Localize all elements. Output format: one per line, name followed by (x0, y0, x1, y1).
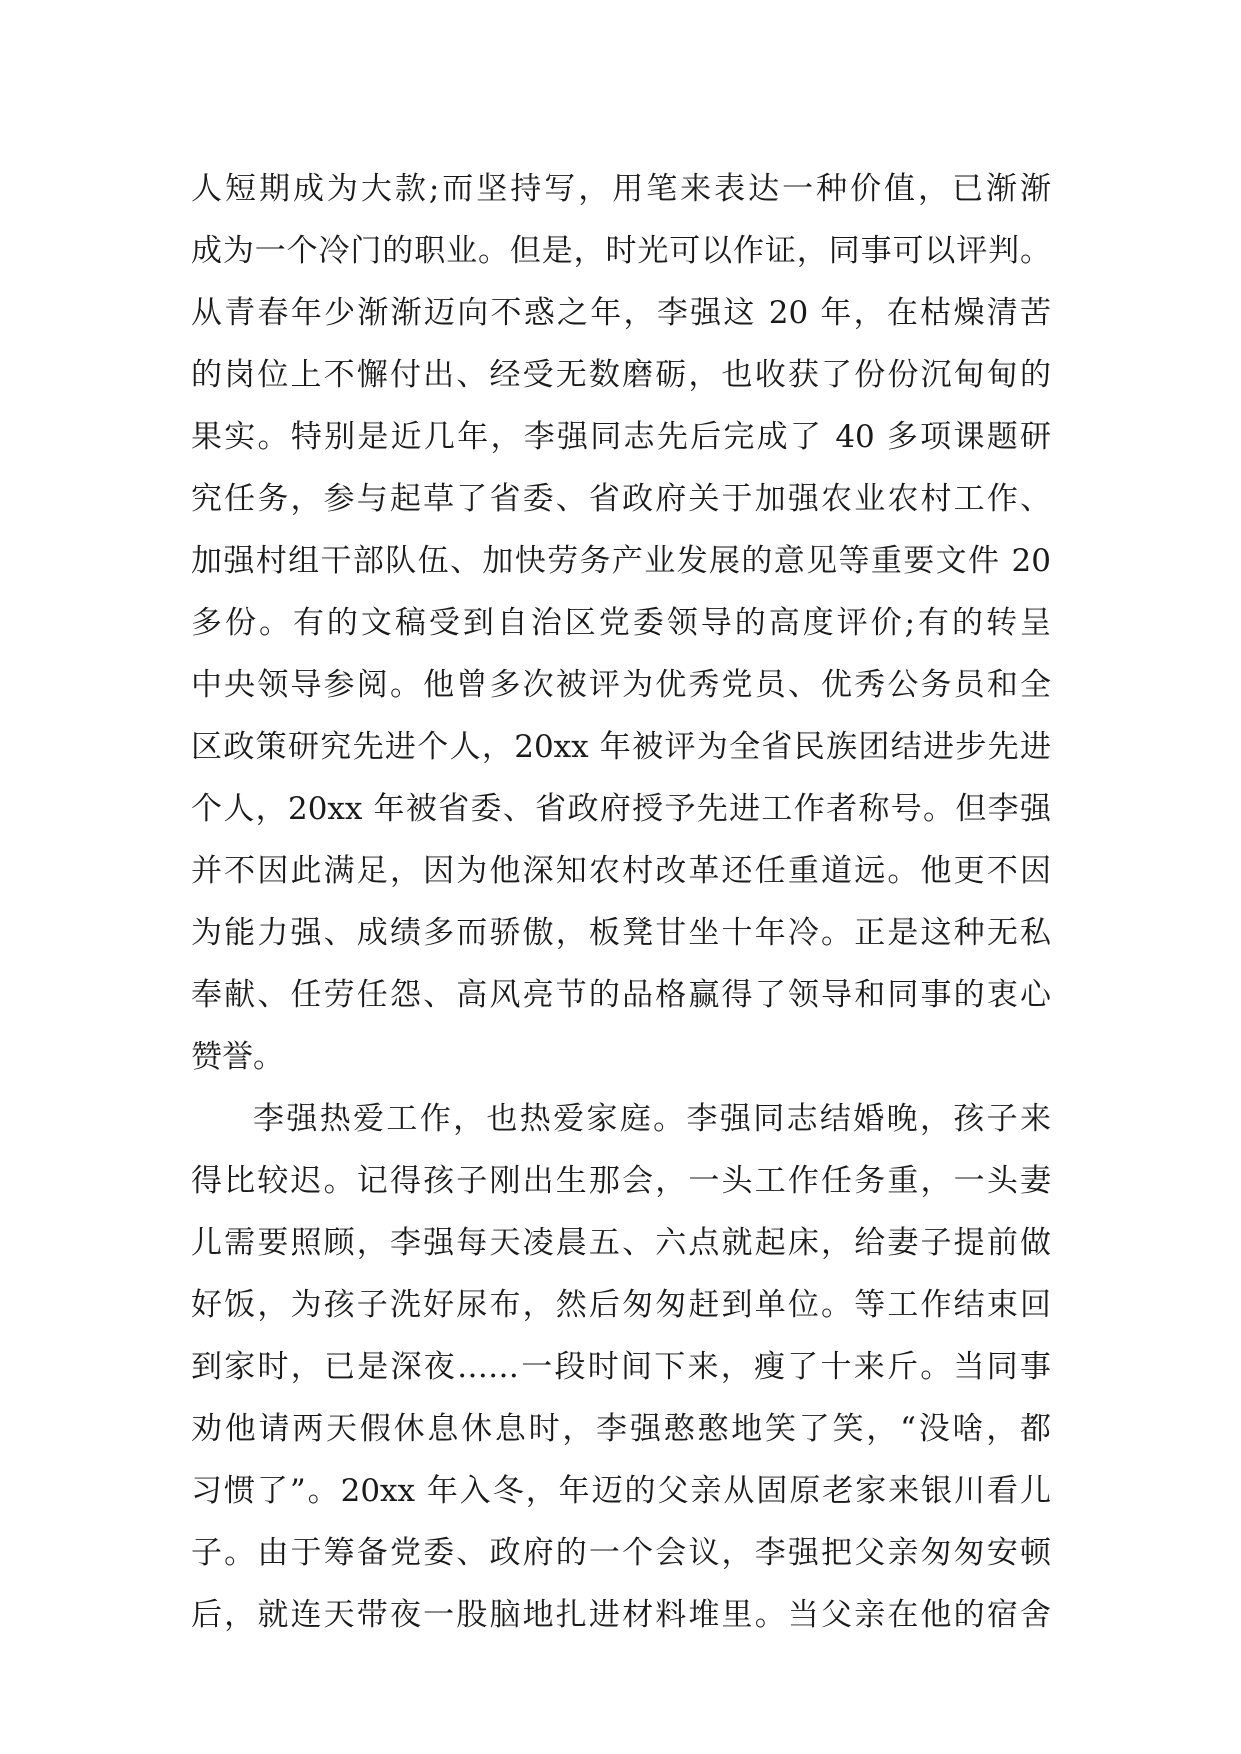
text-line: 到家时，已是深夜……一段时间下来，瘦了十来斤。当同事 (191, 1349, 1051, 1385)
text-line: 果实。特别是近几年，李强同志先后完成了 40 多项课题研 (191, 419, 1051, 455)
text-line: 赞誉。 (191, 1039, 284, 1075)
paragraph-1 (191, 158, 1051, 1088)
text-line: 子。由于筹备党委、政府的一个会议，李强把父亲匆匆安顿 (191, 1535, 1051, 1571)
text-line: 习惯了”。20xx 年入冬，年迈的父亲从固原老家来银川看儿 (191, 1473, 1051, 1509)
text-line: 劝他请两天假休息休息时，李强憨憨地笑了笑，“没啥，都 (191, 1411, 1051, 1447)
text-line: 并不因此满足，因为他深知农村改革还任重道远。他更不因 (191, 853, 1051, 889)
text-line: 区政策研究先进个人，20xx 年被评为全省民族团结进步先进 (191, 729, 1051, 765)
text-line: 李强热爱工作，也热爱家庭。李强同志结婚晚，孩子来 (253, 1101, 1051, 1137)
paragraph-2 (191, 1088, 1051, 1646)
text-line: 中央领导参阅。他曾多次被评为优秀党员、优秀公务员和全 (191, 667, 1051, 703)
text-line: 加强村组干部队伍、加快劳务产业发展的意见等重要文件 20 (191, 543, 1051, 579)
text-line: 多份。有的文稿受到自治区党委领导的高度评价;有的转呈 (191, 605, 1051, 641)
document-body (191, 158, 1051, 1646)
text-line: 人短期成为大款;而坚持写，用笔来表达一种价值，已渐渐 (191, 171, 1051, 207)
text-line: 为能力强、成绩多而骄傲，板凳甘坐十年冷。正是这种无私 (191, 915, 1051, 951)
text-line: 的岗位上不懈付出、经受无数磨砺，也收获了份份沉甸甸的 (191, 357, 1051, 393)
text-line: 后，就连天带夜一股脑地扎进材料堆里。当父亲在他的宿舍 (191, 1597, 1051, 1633)
text-line: 儿需要照顾，李强每天凌晨五、六点就起床，给妻子提前做 (191, 1225, 1051, 1261)
text-line: 奉献、任劳任怨、高风亮节的品格赢得了领导和同事的衷心 (191, 977, 1051, 1013)
text-line: 好饭，为孩子洗好尿布，然后匆匆赶到单位。等工作结束回 (191, 1287, 1051, 1323)
text-line: 究任务，参与起草了省委、省政府关于加强农业农村工作、 (191, 481, 1051, 517)
text-line: 成为一个冷门的职业。但是，时光可以作证，同事可以评判。 (191, 233, 1051, 269)
text-line: 个人，20xx 年被省委、省政府授予先进工作者称号。但李强 (191, 791, 1051, 827)
text-line: 从青春年少渐渐迈向不惑之年，李强这 20 年，在枯燥清苦 (191, 295, 1051, 331)
text-line: 得比较迟。记得孩子刚出生那会，一头工作任务重，一头妻 (191, 1163, 1051, 1199)
